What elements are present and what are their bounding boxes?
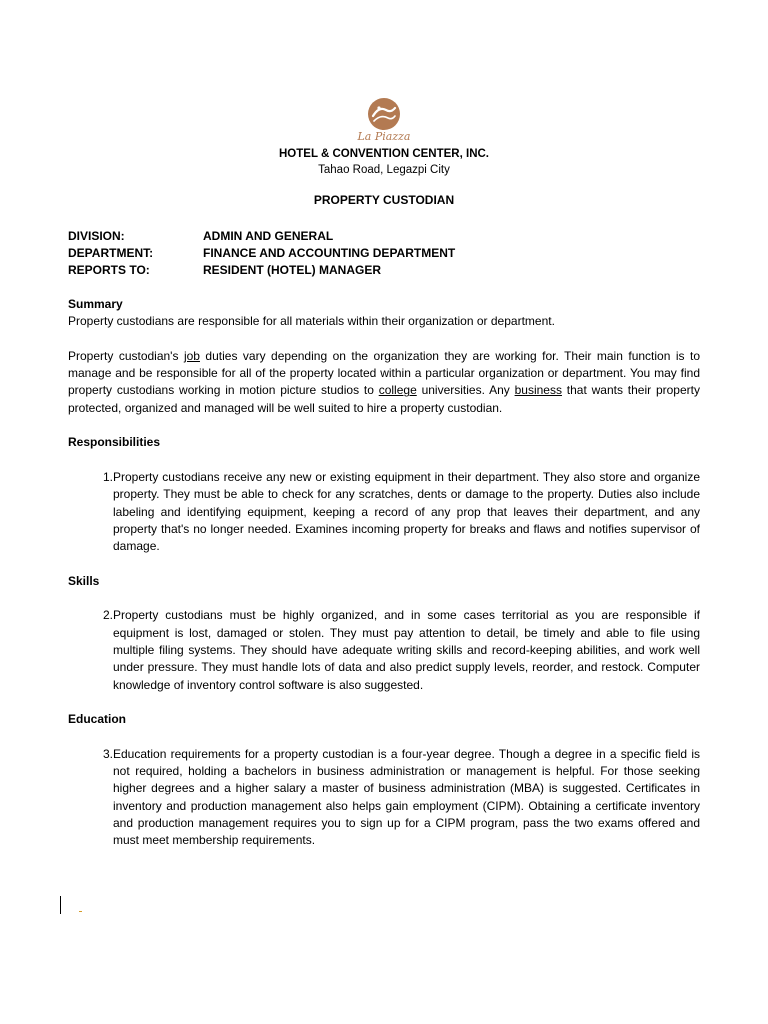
job-link[interactable]: job <box>183 348 200 363</box>
company-name: HOTEL & CONVENTION CENTER, INC. <box>279 148 489 160</box>
division-value: ADMIN AND GENERAL <box>203 229 334 243</box>
meta-department <box>68 245 455 262</box>
summary-text-part: Property custodian's <box>68 348 184 363</box>
business-link[interactable]: business <box>514 383 562 398</box>
department-label: DEPARTMENT: <box>68 246 154 260</box>
la-piazza-logo-icon <box>364 94 404 134</box>
list-number: 1. <box>102 469 113 484</box>
college-link[interactable]: college <box>378 383 417 398</box>
skills-heading: Skills <box>68 573 100 588</box>
document-body <box>68 296 700 850</box>
text-cursor <box>60 896 61 914</box>
skills-list <box>68 607 700 693</box>
division-label: DIVISION: <box>68 229 125 243</box>
summary-text-part: universities. Any <box>416 383 515 398</box>
list-number: 3. <box>102 746 113 761</box>
summary-heading: Summary <box>68 297 123 311</box>
list-text: Education requirements for a property custodian is a four-year degree. Though a degree in a specific field is not required, holding a bachelors in business administration or management is helpful. For those seeking higher degrees and a higher salary a master of business administration (MBA) is suggested. Certificates in inventory and production management also helps gain employment (CIPM). Obtaining a certificate inventory and production management requires you to sign up for a CIPM program, pass the two exams offered and must meet membership requirements. <box>113 746 700 848</box>
education-heading: Education <box>68 712 127 727</box>
summary-text-part: duties vary depending on the organization they are working for. Their main function is to manage and be responsible for all of the property located within a particular organization or department. You may find property custodians working in motion picture studios to <box>68 348 700 398</box>
reports-to-label: REPORTS TO: <box>68 263 150 277</box>
meta-division <box>68 228 455 245</box>
responsibilities-list <box>68 469 700 555</box>
list-text: Property custodians receive any new or existing equipment in their department. They also store and organize property. They must be able to check for any scratches, dents or damage to the property. Duties also include labeling and identifying equipment, keeping a record of any prop that leaves their department, and any property that's no longer needed. Examines incoming property for breaks and flaws and notifies supervisor of damage. <box>113 469 700 554</box>
list-text: Property custodians must be highly organized, and in some cases territorial as you are responsible if equipment is lost, damaged or stolen. They must pay attention to detail, be timely and able to file using multiple filing systems. They should have adequate writing skills and record-keeping abilities, and work well under pressure. They must handle lots of data and also predict supply levels, reorder, and restock. Computer knowledge of inventory control software is also suggested. <box>113 608 700 692</box>
job-title: PROPERTY CUSTODIAN <box>313 193 455 207</box>
list-item <box>68 746 700 850</box>
company-address: Tahao Road, Legazpi City <box>318 164 450 176</box>
meta-reports-to <box>68 262 455 279</box>
marker-dot <box>79 911 82 912</box>
list-item <box>68 469 700 555</box>
list-item <box>68 607 700 693</box>
responsibilities-heading: Responsibilities <box>68 435 161 450</box>
department-value: FINANCE AND ACCOUNTING DEPARTMENT <box>203 246 456 260</box>
logo-wordmark: La Piazza <box>357 130 411 143</box>
education-list <box>68 746 700 850</box>
summary-paragraph <box>68 348 700 417</box>
reports-to-value: RESIDENT (HOTEL) MANAGER <box>203 263 381 277</box>
summary-line: Property custodians are responsible for all materials within their organization or department. <box>68 314 555 329</box>
letterhead <box>0 94 768 178</box>
list-number: 2. <box>102 608 113 623</box>
summary-text-part: that wants their property protected, organized and managed will be well suited to hire a property custodian. <box>68 383 700 415</box>
job-meta <box>68 228 455 279</box>
